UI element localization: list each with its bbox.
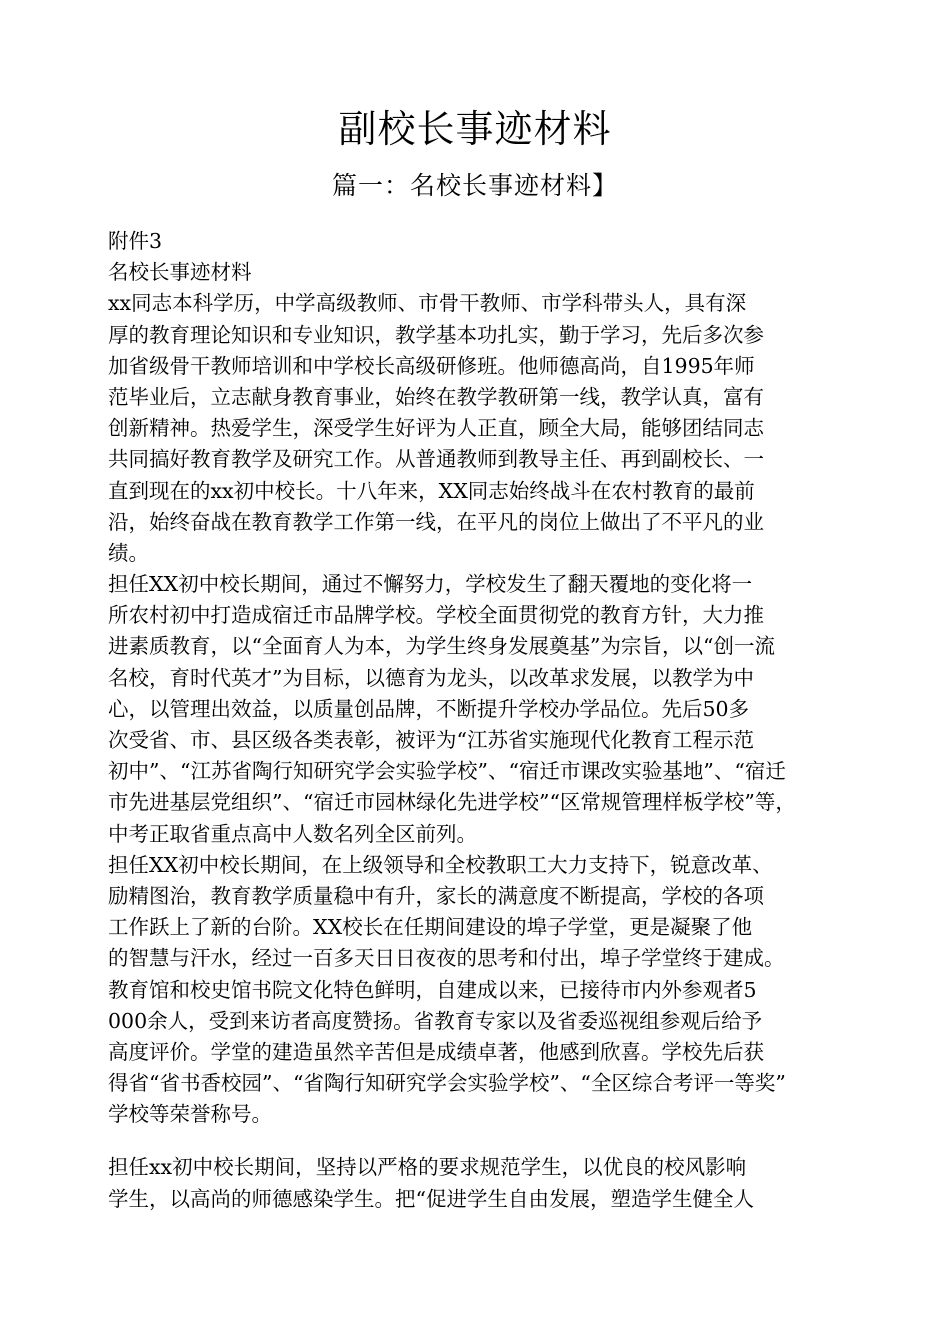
text-line: 工作跃上了新的台阶。XX校长在任期间建设的埠子学堂，更是凝聚了他 [108,915,753,940]
section-heading: 名校长事迹材料 [108,260,252,285]
text-line: 范毕业后，立志献身教育事业，始终在教学教研第一线，教学认真，富有 [108,384,764,409]
text-line: 中考正取省重点高中人数名列全区前列。 [108,821,477,846]
text-line: 沿，始终奋战在教育教学工作第一线，在平凡的岗位上做出了不平凡的业 [108,509,764,534]
text-line: 高度评价。学堂的建造虽然辛苦但是成绩卓著，他感到欣喜。学校先后获 [108,1039,764,1064]
text-line: 名校，育时代英才”为目标，以德育为龙头，以改革求发展，以教学为中 [108,665,754,690]
text-line: 担任XX初中校长期间，通过不懈努力，学校发生了翻天覆地的变化将一 [108,572,753,597]
attachment-label: 附件3 [108,229,163,253]
document-body [108,226,868,1215]
paragraph-gap [108,1130,868,1152]
text-line: 的智慧与汗水，经过一百多天日日夜夜的思考和付出，埠子学堂终于建成。 [108,946,785,971]
document-subtitle: 篇一：名校长事迹材料】 [331,171,618,200]
text-line: 加省级骨干教师培训和中学校长高级研修班。他师德高尚，自1995年师 [108,353,755,378]
text-line: 市先进基层党组织”、“宿迁市园林绿化先进学校”“区常规管理样板学校”等， [108,790,796,815]
text-line: 直到现在的xx初中校长。十八年来，XX同志始终战斗在农村教育的最前 [108,478,755,503]
text-line: 厚的教育理论知识和专业知识，教学基本功扎实，勤于学习，先后多次参 [108,322,764,347]
text-line: 担任XX初中校长期间，在上级领导和全校教职工大力支持下，锐意改革、 [108,852,773,877]
text-line: 000余人，受到来访者高度赞扬。省教育专家以及省委巡视组参观后给予 [108,1008,763,1033]
text-line: 担任xx初中校长期间，坚持以严格的要求规范学生，以优良的校风影响 [108,1155,747,1180]
text-line: 学生，以高尚的师德感染学生。把“促进学生自由发展，塑造学生健全人 [108,1186,754,1211]
text-line: 次受省、市、县区级各类表彰，被评为“江苏省实施现代化教育工程示范 [108,728,754,752]
text-line: xx同志本科学历，中学高级教师、市骨干教师、市学科带头人，具有深 [108,291,747,316]
text-line: 教育馆和校史馆书院文化特色鲜明，自建成以来，已接待市内外参观者5 [108,977,757,1002]
document-title: 副校长事迹材料 [338,107,612,151]
text-line: 进素质教育，以“全面育人为本，为学生终身发展奠基”为宗旨，以“创一流 [108,634,775,659]
text-line: 绩。 [108,540,149,565]
text-line: 初中”、“江苏省陶行知研究学会实验学校”、“宿迁市课改实验基地”、“宿迁 [108,759,786,784]
text-line: 得省“省书香校园”、“省陶行知研究学会实验学校”、“全区综合考评一等奖” [108,1071,786,1096]
text-line: 创新精神。热爱学生，深受学生好评为人正直，顾全大局，能够团结同志 [108,416,764,441]
text-line: 励精图治，教育教学质量稳中有升，家长的满意度不断提高，学校的各项 [108,883,764,908]
text-line: 共同搞好教育教学及研究工作。从普通教师到教导主任、再到副校长、一 [108,447,764,472]
text-line: 学校等荣誉称号。 [108,1102,272,1127]
text-line: 所农村初中打造成宿迁市品牌学校。学校全面贯彻党的教育方针，大力推 [108,603,764,628]
text-line: 心，以管理出效益，以质量创品牌，不断提升学校办学品位。先后50多 [108,696,750,721]
